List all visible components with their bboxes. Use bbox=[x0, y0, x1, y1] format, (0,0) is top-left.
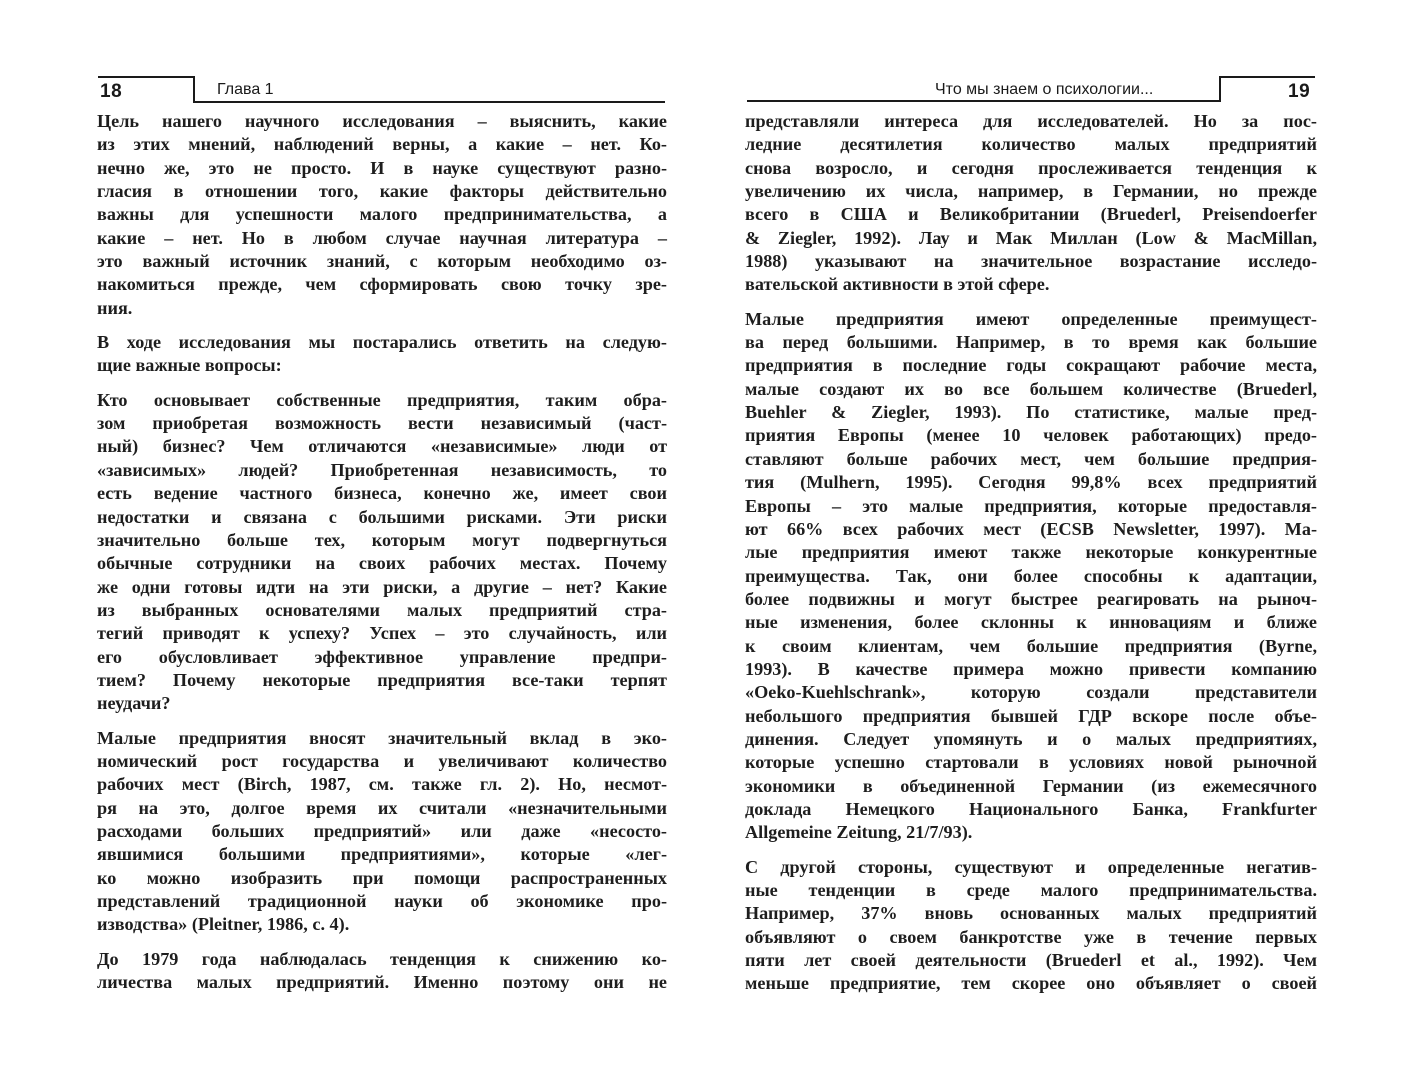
text-line: всего в США и Великобритании (Bruederl, Preisendoerfer bbox=[745, 204, 1317, 225]
right-page-body bbox=[745, 110, 1317, 1007]
paragraph bbox=[97, 948, 667, 995]
header-rule bbox=[193, 101, 665, 103]
text-line: представляли интереса для исследователей. Но за пос- bbox=[745, 111, 1317, 131]
text-line: Buehler & Ziegler, 1993). По статистике, малые пред- bbox=[745, 402, 1317, 423]
text-line: накомиться прежде, чем сформировать свою точку зре- bbox=[97, 274, 667, 295]
text-line: «Oeko-Kuehlschrank», которую создали представители bbox=[745, 682, 1317, 703]
paragraph bbox=[745, 308, 1317, 845]
text-line: В ходе исследования мы постарались ответить на следую- bbox=[97, 332, 667, 353]
section-title: Что мы знаем о психологии... bbox=[935, 81, 1154, 98]
text-line: щие важные вопросы: bbox=[97, 355, 282, 376]
text-line: к своим клиентам, чем большие предприятия (Byrne, bbox=[745, 635, 1317, 656]
header-rule bbox=[747, 100, 1220, 102]
text-line: предприятия в последние годы сокращают рабочие места, bbox=[745, 355, 1317, 376]
text-line: снова возросло, и сегодня прослеживается тенденция к bbox=[745, 157, 1317, 178]
text-line: Allgemeine Zeitung, 21/7/93). bbox=[745, 822, 973, 843]
text-line: ря на это, долгое время их считали «незначительными bbox=[97, 797, 667, 818]
text-line: экономики в объединенной Германии (из ежемесячного bbox=[745, 775, 1317, 796]
text-line: тием? Почему некоторые предприятия все-таки терпят bbox=[97, 669, 667, 690]
folio-box-top-rule bbox=[98, 76, 194, 78]
text-line: пяти лет своей деятельности (Bruederl et al., 1992). Чем bbox=[745, 950, 1317, 971]
page-number: 19 bbox=[1288, 81, 1311, 102]
text-line: более подвижны и могут быстрее реагировать на рыноч- bbox=[745, 588, 1317, 609]
text-line: «зависимых» людей? Приобретенная независимость, то bbox=[97, 459, 667, 480]
text-line: динения. Следует упомянуть и о малых предприятиях, bbox=[745, 728, 1317, 749]
text-line: Например, 37% вновь основанных малых предприятий bbox=[745, 903, 1317, 924]
paragraph bbox=[97, 389, 667, 716]
text-line: это важный источник знаний, с которым необходимо оз- bbox=[97, 251, 667, 272]
text-line: До 1979 года наблюдалась тенденция к снижению ко- bbox=[97, 948, 667, 969]
text-line: из выбранных основателями малых предприятий стра- bbox=[97, 599, 667, 620]
text-line: С другой стороны, существуют и определенные негатив- bbox=[745, 856, 1317, 877]
left-page bbox=[97, 0, 667, 1080]
paragraph bbox=[745, 110, 1317, 297]
folio-box-top-rule bbox=[1219, 76, 1315, 78]
text-line: преимущества. Так, они более способны к адаптации, bbox=[745, 565, 1317, 586]
text-line: малые создают их во все большем количестве (Bruederl, bbox=[745, 378, 1317, 399]
text-line: 1993). В качестве примера можно привести компанию bbox=[745, 658, 1317, 679]
text-line: значительно больше тех, которым могут подвергнуться bbox=[97, 529, 667, 550]
text-line: тия (Mulhern, 1995). Сегодня 99,8% всех предприятий bbox=[745, 472, 1317, 493]
text-line: Малые предприятия имеют определенные преимущест- bbox=[745, 308, 1317, 329]
text-line: обычные сотрудники на своих рабочих местах. Почему bbox=[97, 553, 667, 574]
text-line: ные изменения, более склонны к инновациям и ближе bbox=[745, 612, 1317, 633]
left-page-body bbox=[97, 110, 667, 1005]
chapter-title: Глава 1 bbox=[217, 81, 274, 98]
folio-box-divider bbox=[1219, 76, 1221, 102]
text-line: ют 66% всех рабочих мест (ECSB Newsletter, 1997). Ма- bbox=[745, 518, 1317, 539]
text-line: явшимися большими предприятиями», которые «лег- bbox=[97, 844, 667, 865]
text-line: ставляют больше рабочих мест, чем большие предприя- bbox=[745, 448, 1317, 469]
text-line: гласия в отношении того, какие факторы действительно bbox=[97, 181, 667, 202]
text-line: небольшого предприятия бывшей ГДР вскоре после объе- bbox=[745, 705, 1317, 726]
text-line: Цель нашего научного исследования – выяснить, какие bbox=[97, 111, 667, 131]
text-line: лые предприятия имеют также некоторые конкурентные bbox=[745, 542, 1317, 563]
paragraph bbox=[97, 727, 667, 937]
page-number: 18 bbox=[100, 81, 123, 102]
text-line: рабочих мест (Birch, 1987, см. также гл. 2). Но, несмот- bbox=[97, 774, 667, 795]
text-line: Кто основывает собственные предприятия, таким обра- bbox=[97, 389, 667, 410]
text-line: & Ziegler, 1992). Лау и Мак Миллан (Low & MacMillan, bbox=[745, 227, 1317, 248]
text-line: объявляют о своем банкротстве уже в течение первых bbox=[745, 926, 1317, 947]
text-line: нечно же, это не просто. И в науке существуют разно- bbox=[97, 157, 667, 178]
text-line: Малые предприятия вносят значительный вклад в эко- bbox=[97, 727, 667, 748]
text-line: доклада Немецкого Национального Банка, Frankfurter bbox=[745, 798, 1317, 819]
text-line: зом приобретая возможность вести независимый (част- bbox=[97, 413, 667, 434]
text-line: ва перед большими. Например, в то время как большие bbox=[745, 332, 1317, 353]
text-line: неудачи? bbox=[97, 693, 171, 714]
text-line: Европы – это малые предприятия, которые предоставля- bbox=[745, 495, 1317, 516]
text-line: расходами больших предприятий» или даже «несосто- bbox=[97, 820, 667, 841]
text-line: есть ведение частного бизнеса, конечно же, имеет свои bbox=[97, 483, 667, 504]
folio-box-divider bbox=[193, 76, 195, 103]
left-running-header bbox=[97, 76, 667, 103]
text-line: вательской активности в этой сфере. bbox=[745, 274, 1050, 295]
paragraph bbox=[745, 856, 1317, 996]
text-line: тегий приводят к успеху? Успех – это случайность, или bbox=[97, 623, 667, 644]
text-line: ко можно изобразить при помощи распространенных bbox=[97, 867, 667, 888]
text-line: ные тенденции в среде малого предпринимательства. bbox=[745, 880, 1317, 900]
text-line: же одни готовы идти на эти риски, а другие – нет? Какие bbox=[97, 576, 667, 597]
text-line: какие – нет. Но в любом случае научная литература – bbox=[97, 227, 667, 248]
right-page bbox=[745, 0, 1317, 1080]
paragraph bbox=[97, 331, 667, 378]
text-line: недостатки и связана с большими рисками. Эти риски bbox=[97, 506, 667, 527]
text-line: важны для успешности малого предпринимательства, а bbox=[97, 204, 667, 225]
text-line: 1988) указывают на значительное возрастание исследо- bbox=[745, 251, 1317, 272]
text-line: увеличению их числа, например, в Германии, но прежде bbox=[745, 181, 1317, 202]
text-line: ледние десятилетия количество малых предприятий bbox=[745, 134, 1317, 155]
text-line: меньше предприятие, тем скорее оно объявляет о своей bbox=[745, 973, 1317, 994]
text-line: из этих мнений, наблюдений верны, а какие – нет. Ко- bbox=[97, 134, 667, 155]
text-line: личества малых предприятий. Именно поэтому они не bbox=[97, 972, 667, 993]
text-line: представлений традиционной науки об экономике про- bbox=[97, 891, 667, 911]
paragraph bbox=[97, 110, 667, 320]
text-line: изводства» (Pleitner, 1986, с. 4). bbox=[97, 914, 350, 935]
right-running-header bbox=[745, 76, 1317, 103]
text-line: приятия Европы (менее 10 человек работающих) предо- bbox=[745, 425, 1317, 446]
text-line: которые успешно стартовали в условиях новой рыночной bbox=[745, 752, 1317, 773]
text-line: ный) бизнес? Чем отличаются «независимые» люди от bbox=[97, 436, 667, 457]
text-line: ния. bbox=[97, 297, 133, 318]
text-line: его обусловливает эффективное управление предпри- bbox=[97, 646, 667, 667]
text-line: номический рост государства и увеличивают количество bbox=[97, 750, 667, 771]
